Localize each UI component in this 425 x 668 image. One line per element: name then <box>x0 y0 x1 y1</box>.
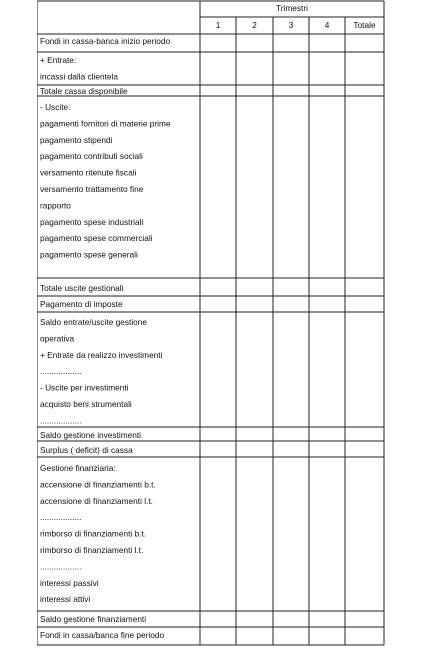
row-label: pagamenti fornitori di materie prime <box>40 118 171 129</box>
row-label: versamento ritenute fiscali <box>40 167 137 178</box>
row-label: - Uscite per investimenti <box>40 382 129 393</box>
row-label: Saldo gestione finanziamenti <box>40 614 147 624</box>
row-label: interessi passivi <box>40 577 99 588</box>
row-label: Saldo entrate/uscite gestione <box>40 317 148 327</box>
row-label: Totale uscite gestionali <box>40 283 124 293</box>
row-label: versamento trattamento fine <box>40 184 144 194</box>
row-label: pagamento spese generali <box>40 249 138 260</box>
row-label: Fondi in cassa/banca fine periodo <box>40 630 165 640</box>
row-label: pagamento contributi sociali <box>40 151 143 162</box>
row-label: .................. <box>40 415 82 426</box>
row-label: .................. <box>40 561 82 572</box>
column-header: 1 <box>215 20 221 30</box>
row-label: + Entrate da realizzo investimenti <box>40 349 163 360</box>
row-label: rapporto <box>40 200 71 211</box>
row-label: accensione di finanziamenti l.t. <box>40 495 153 506</box>
row-label: pagamento spese industriali <box>40 216 144 227</box>
row-label: Pagamento di imposte <box>40 299 123 309</box>
row-label: pagamento spese commerciali <box>40 233 153 244</box>
row-label: Saldo gestione investimenti <box>40 430 142 440</box>
row-label: acquisto beni strumentali <box>40 399 132 409</box>
row-label: Fondi in cassa-banca inizio periodo <box>40 36 171 46</box>
row-label: accensione di finanziamenti b.t. <box>40 479 156 490</box>
row-label: Gestione finanziaria: <box>40 463 116 473</box>
cash-flow-table <box>37 0 387 668</box>
row-label: incassi dalla clientela <box>40 71 118 82</box>
column-header: 2 <box>252 20 257 30</box>
row-label: Surplus ( deficit) di cassa <box>40 445 133 455</box>
column-header: 3 <box>288 20 294 30</box>
row-label: .................. <box>40 366 82 377</box>
row-label: rimborso di finanziamenti b.t. <box>40 528 147 539</box>
row-label: interessi attivi <box>40 594 91 605</box>
row-label: rimborso di finanziamenti l.t. <box>40 545 144 555</box>
row-label: operativa <box>40 333 75 344</box>
row-label: - Uscite: <box>40 102 71 112</box>
row-label: pagamento stipendi <box>40 134 113 145</box>
column-header: Totale <box>353 20 376 30</box>
row-label: Totale cassa disponibile <box>40 86 128 96</box>
row-label: .................. <box>40 512 82 523</box>
row-label: + Entrate: <box>40 55 77 65</box>
column-header: 4 <box>324 20 330 30</box>
trimestri-header: Trimestri <box>276 3 308 13</box>
